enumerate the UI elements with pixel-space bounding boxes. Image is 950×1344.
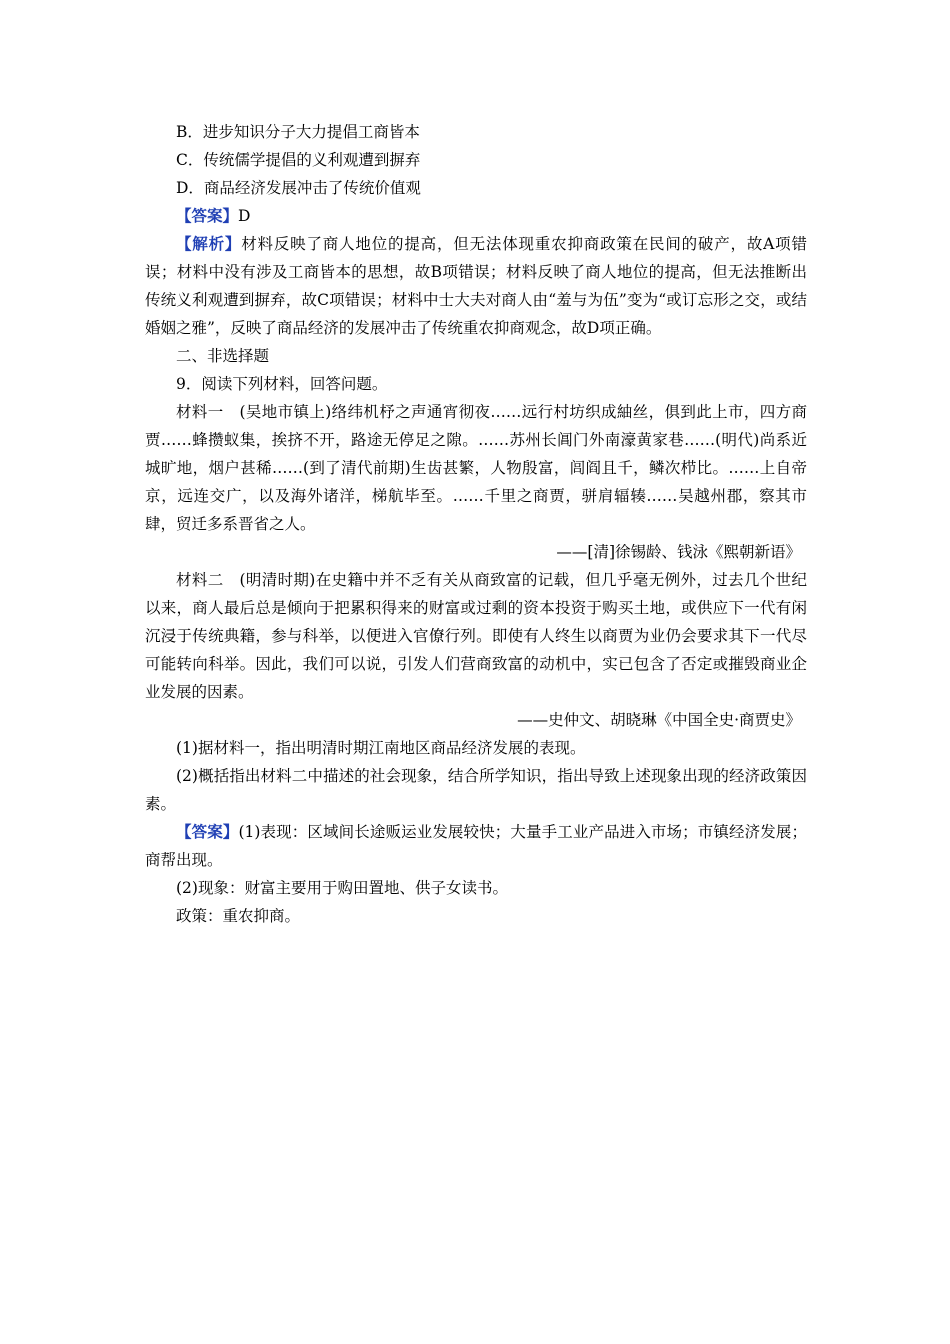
analysis-tag: 【解析】 — [176, 234, 242, 253]
section-title: 二、非选择题 — [176, 347, 270, 365]
answer-value: D — [238, 207, 251, 225]
answer2-tag: 【答案】 — [176, 822, 239, 841]
material-two-source: ——史仲文、胡晓琳《中国全史·商贾史》 — [517, 711, 801, 729]
answer2-part3: 政策：重农抑商。 — [176, 907, 301, 925]
material-one-source: ——[清]徐锡龄、钱泳《熙朝新语》 — [556, 543, 801, 561]
sub-question-2: (2)概括指出材料二中描述的社会现象，结合所学知识，指出导致上述现象出现的经济政策因素。 — [145, 767, 807, 813]
option-d: D．商品经济发展冲击了传统价值观 — [176, 179, 421, 197]
question-stem: 9．阅读下列材料，回答问题。 — [176, 375, 388, 393]
material-one: 材料一 (吴地市镇上)络纬机杼之声通宵彻夜……远行村坊织成紬丝，俱到此上市，四方商贾……蜂攒蚁集，挨挤不开，路途无停足之隙。……苏州长阊门外南濠黄家巷……(明代)尚系近城旷地，烟户甚稀……(到了清代前期)生齿甚繁，人物殷富，闾阎且千，鳞次栉比。……上自帝京，远连交广，以及海外诸洋，梯航毕至。……千里之商贾，骈肩辐辏……吴越州郡，察其市肆，贸迁多系晋省之人。 — [145, 403, 807, 533]
analysis-paragraph — [145, 230, 807, 342]
analysis-text: 材料反映了商人地位的提高，但无法体现重农抑商政策在民间的破产，故A项错误；材料中没有涉及工商皆本的思想，故B项错误；材料反映了商人地位的提高，但无法推断出传统义利观遭到摒弃，故C项错误；材料中士大夫对商人由“羞与为伍”变为“或订忘形之交，或结婚姻之雅”，反映了商品经济的发展冲击了传统重农抑商观念，故D项正确。 — [145, 235, 807, 337]
option-b: B．进步知识分子大力提倡工商皆本 — [176, 123, 420, 141]
answer2-part1-text: (1)表现：区域间长途贩运业发展较快；大量手工业产品进入市场；市镇经济发展；商帮出现。 — [145, 823, 807, 869]
sub-question-1: (1)据材料一，指出明清时期江南地区商品经济发展的表现。 — [176, 739, 586, 757]
option-c: C．传统儒学提倡的义利观遭到摒弃 — [176, 151, 421, 169]
answer-tag: 【答案】 — [176, 206, 239, 225]
material-two: 材料二 (明清时期)在史籍中并不乏有关从商致富的记载，但几乎毫无例外，过去几个世纪以来，商人最后总是倾向于把累积得来的财富或过剩的资本投资于购买土地，或供应下一代有闲沉浸于传统典籍，参与科举，以便进入官僚行列。即使有人终生以商贾为业仍会要求其下一代尽可能转向科举。因此，我们可以说，引发人们营商致富的动机中，实已包含了否定或摧毁商业企业发展的因素。 — [145, 571, 807, 701]
answer-line — [145, 202, 807, 230]
page-content — [145, 118, 807, 930]
answer2-part1 — [145, 818, 807, 874]
answer2-part2: (2)现象：财富主要用于购田置地、供子女读书。 — [176, 879, 508, 897]
